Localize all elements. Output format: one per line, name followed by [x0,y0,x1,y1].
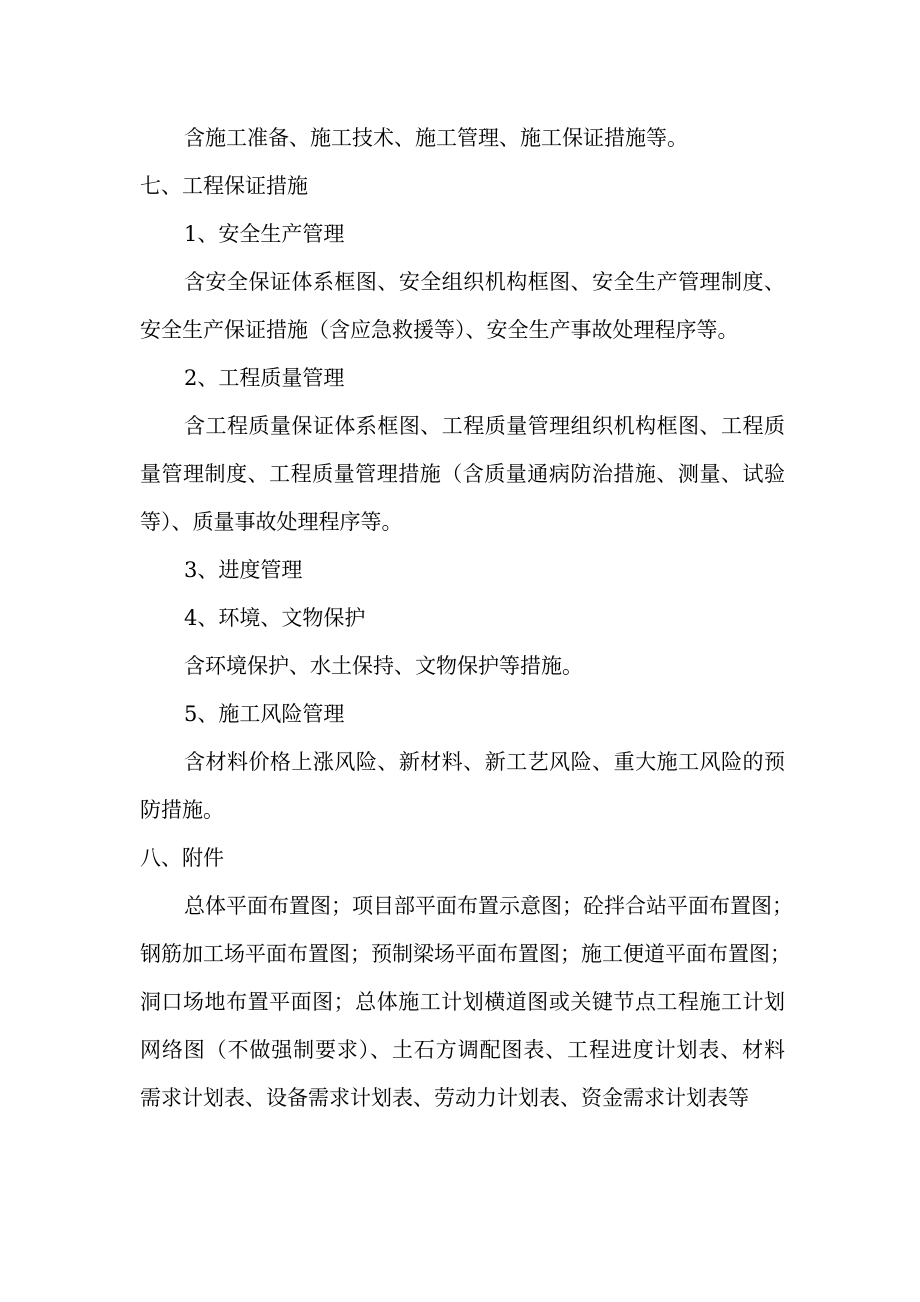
text-line: 含安全保证体系框图、安全组织机构框图、安全生产管理制度、 [184,270,785,294]
subheading-quality-management [140,354,785,402]
text-line: 含材料价格上涨风险、新材料、新工艺风险、重大施工风险的预 [184,750,785,774]
subheading-safety-management [140,210,785,258]
heading-text: 2、工程质量管理 [184,366,345,390]
heading-text: 5、施工风险管理 [184,702,345,726]
text-line: 含工程质量保证体系框图、工程质量管理组织机构框图、工程质 [184,414,785,438]
text-line: 洞口场地布置平面图；总体施工计划横道图或关键节点工程施工计划 [140,990,785,1014]
paragraph-safety-management [140,258,785,354]
heading-text: 八、附件 [140,846,224,870]
heading-text: 1、安全生产管理 [184,222,345,246]
text-line: 含施工准备、施工技术、施工管理、施工保证措施等。 [184,126,688,150]
text-line: 网络图（不做强制要求）、土石方调配图表、工程进度计划表、材料 [140,1038,785,1062]
subheading-environment-heritage [140,594,785,642]
paragraph-quality-management [140,402,785,546]
text-line: 量管理制度、工程质量管理措施（含质量通病防治措施、测量、试验 [140,462,785,486]
subheading-schedule-management [140,546,785,594]
paragraph-construction-scope [140,114,785,162]
subheading-risk-management [140,690,785,738]
heading-text: 七、工程保证措施 [140,174,308,198]
heading-text: 4、环境、文物保护 [184,606,366,630]
text-line: 安全生产保证措施（含应急救援等）、安全生产事故处理程序等。 [140,318,739,342]
paragraph-environment-heritage [140,642,785,690]
section-heading-seven [140,162,785,210]
text-line: 等）、质量事故处理程序等。 [140,510,403,534]
text-line: 总体平面布置图；项目部平面布置示意图；砼拌合站平面布置图； [184,894,793,918]
section-heading-eight [140,834,785,882]
text-line: 含环境保护、水土保持、文物保护等措施。 [184,654,583,678]
text-line: 防措施。 [140,798,224,822]
paragraph-attachments [140,882,793,1122]
text-line: 钢筋加工场平面布置图；预制梁场平面布置图；施工便道平面布置图； [140,942,791,966]
text-line: 需求计划表、设备需求计划表、劳动力计划表、资金需求计划表等 [140,1086,749,1110]
paragraph-risk-management [140,738,785,834]
heading-text: 3、进度管理 [184,558,303,582]
